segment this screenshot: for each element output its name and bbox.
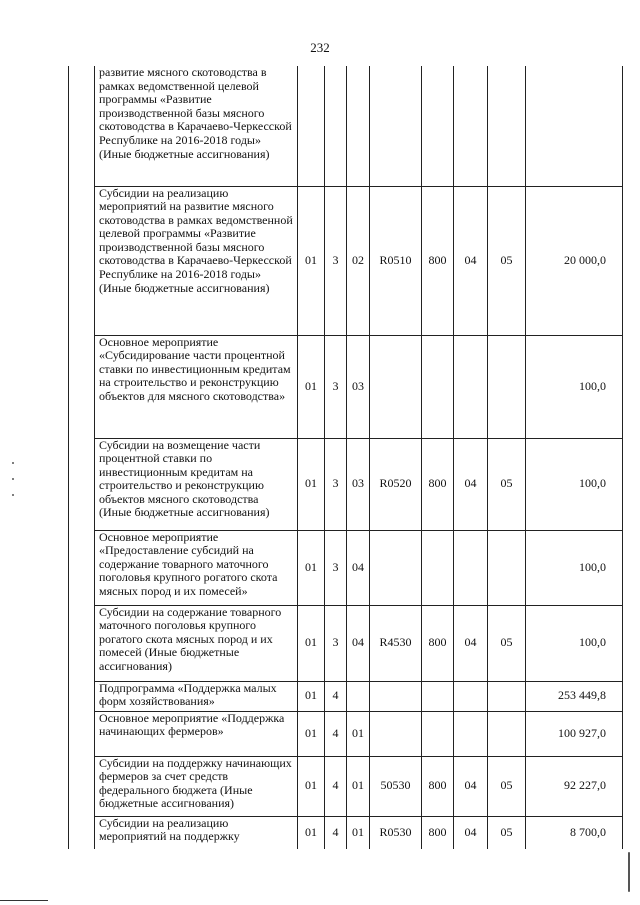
code-cell: 01: [298, 816, 325, 849]
code-cell: [488, 711, 526, 756]
code-cell: R0530: [370, 816, 422, 849]
table-row: [69, 816, 623, 849]
code-cell: 04: [347, 530, 370, 605]
description-cell: Субсидии на реализацию мероприятий на поддержку: [95, 816, 298, 849]
code-cell: 02: [347, 186, 370, 335]
scan-speck: [12, 478, 14, 480]
code-cell: 04: [454, 816, 488, 849]
budget-table: [68, 66, 623, 849]
code-cell: 04: [454, 605, 488, 681]
code-cell: 05: [488, 816, 526, 849]
description-cell: Основное мероприятие «Поддержка начинающих фермеров»: [95, 711, 298, 756]
table-row: [69, 605, 623, 681]
index-cell: [69, 66, 95, 186]
page-number: 232: [310, 40, 330, 55]
code-cell: [422, 530, 454, 605]
code-cell: [454, 335, 488, 438]
index-cell: [69, 681, 95, 711]
code-cell: [454, 530, 488, 605]
code-cell: [454, 681, 488, 711]
table-row: [69, 335, 623, 438]
index-cell: [69, 605, 95, 681]
code-cell: [488, 681, 526, 711]
amount-cell: 100,0: [526, 335, 623, 438]
code-cell: 3: [325, 186, 347, 335]
code-cell: R0520: [370, 438, 422, 530]
code-cell: [454, 66, 488, 186]
description-cell: Субсидии на реализацию мероприятий на развитие мясного скотоводства в рамках ведомственной целевой программы «Развитие производственной базы мясного скотоводства в Карачаево-Черкесской Республике на 2016-2018 годы» (Иные бюджетные ассигнования): [95, 186, 298, 335]
code-cell: 04: [347, 605, 370, 681]
code-cell: 03: [347, 335, 370, 438]
description-cell: развитие мясного скотоводства в рамках ведомственной целевой программы «Развитие производственной базы мясного скотоводства в Карачаево-Черкесской Республике на 2016-2018 годы» (Иные бюджетные ассигнования): [95, 66, 298, 186]
code-cell: 01: [298, 335, 325, 438]
index-cell: [69, 186, 95, 335]
code-cell: [298, 66, 325, 186]
amount-cell: 20 000,0: [526, 186, 623, 335]
code-cell: 01: [347, 756, 370, 816]
amount-cell: 92 227,0: [526, 756, 623, 816]
table-row: [69, 186, 623, 335]
scan-speck: [12, 462, 14, 464]
code-cell: [422, 335, 454, 438]
code-cell: 4: [325, 816, 347, 849]
table-row: [69, 681, 623, 711]
code-cell: 3: [325, 530, 347, 605]
code-cell: R0510: [370, 186, 422, 335]
code-cell: 05: [488, 605, 526, 681]
index-cell: [69, 530, 95, 605]
code-cell: [488, 335, 526, 438]
code-cell: 800: [422, 816, 454, 849]
scan-speck: [12, 494, 14, 496]
code-cell: 3: [325, 335, 347, 438]
code-cell: [488, 66, 526, 186]
code-cell: [347, 681, 370, 711]
table-row: [69, 711, 623, 756]
code-cell: 4: [325, 756, 347, 816]
code-cell: 01: [298, 681, 325, 711]
index-cell: [69, 756, 95, 816]
index-cell: [69, 438, 95, 530]
code-cell: 800: [422, 186, 454, 335]
table-row: [69, 438, 623, 530]
code-cell: 4: [325, 681, 347, 711]
code-cell: 01: [347, 711, 370, 756]
code-cell: [347, 66, 370, 186]
code-cell: [488, 530, 526, 605]
description-cell: Субсидии на поддержку начинающих фермеров за счет средств федерального бюджета (Иные бюджетные ассигнования): [95, 756, 298, 816]
code-cell: [422, 681, 454, 711]
code-cell: 05: [488, 186, 526, 335]
code-cell: 01: [347, 816, 370, 849]
code-cell: 4: [325, 711, 347, 756]
description-cell: Основное мероприятие «Субсидирование части процентной ставки по инвестиционным кредитам на строительство и реконструкцию объектов для мясного скотоводства»: [95, 335, 298, 438]
table-row: [69, 756, 623, 816]
code-cell: 800: [422, 438, 454, 530]
table-row: [69, 530, 623, 605]
description-cell: Основное мероприятие «Предоставление субсидий на содержание товарного маточного поголовья крупного рогатого скота мясных пород и их помесей»: [95, 530, 298, 605]
code-cell: [370, 711, 422, 756]
index-cell: [69, 816, 95, 849]
scan-speck: [628, 852, 630, 892]
code-cell: 03: [347, 438, 370, 530]
amount-cell: 100,0: [526, 530, 623, 605]
table-row: [69, 66, 623, 186]
code-cell: 01: [298, 186, 325, 335]
code-cell: [370, 66, 422, 186]
description-cell: Подпрограмма «Поддержка малых форм хозяйствования»: [95, 681, 298, 711]
code-cell: 50530: [370, 756, 422, 816]
code-cell: [422, 66, 454, 186]
description-cell: Субсидии на содержание товарного маточного поголовья крупного рогатого скота мясных пород и их помесей (Иные бюджетные ассигнования): [95, 605, 298, 681]
code-cell: 800: [422, 756, 454, 816]
index-cell: [69, 335, 95, 438]
amount-cell: [526, 66, 623, 186]
code-cell: 01: [298, 530, 325, 605]
amount-cell: 100 927,0: [526, 711, 623, 756]
code-cell: 3: [325, 438, 347, 530]
code-cell: 04: [454, 186, 488, 335]
code-cell: 01: [298, 711, 325, 756]
code-cell: [454, 711, 488, 756]
code-cell: [370, 681, 422, 711]
code-cell: R4530: [370, 605, 422, 681]
amount-cell: 100,0: [526, 438, 623, 530]
amount-cell: 100,0: [526, 605, 623, 681]
scan-edge-line: [0, 900, 48, 901]
code-cell: [422, 711, 454, 756]
code-cell: 04: [454, 756, 488, 816]
code-cell: 05: [488, 438, 526, 530]
code-cell: [325, 66, 347, 186]
amount-cell: 8 700,0: [526, 816, 623, 849]
code-cell: 04: [454, 438, 488, 530]
code-cell: 01: [298, 605, 325, 681]
index-cell: [69, 711, 95, 756]
code-cell: 3: [325, 605, 347, 681]
code-cell: 01: [298, 438, 325, 530]
amount-cell: 253 449,8: [526, 681, 623, 711]
description-cell: Субсидии на возмещение части процентной ставки по инвестиционным кредитам на строительство и реконструкцию объектов мясного скотоводства (Иные бюджетные ассигнования): [95, 438, 298, 530]
code-cell: [370, 530, 422, 605]
code-cell: [370, 335, 422, 438]
code-cell: 800: [422, 605, 454, 681]
code-cell: 01: [298, 756, 325, 816]
code-cell: 05: [488, 756, 526, 816]
